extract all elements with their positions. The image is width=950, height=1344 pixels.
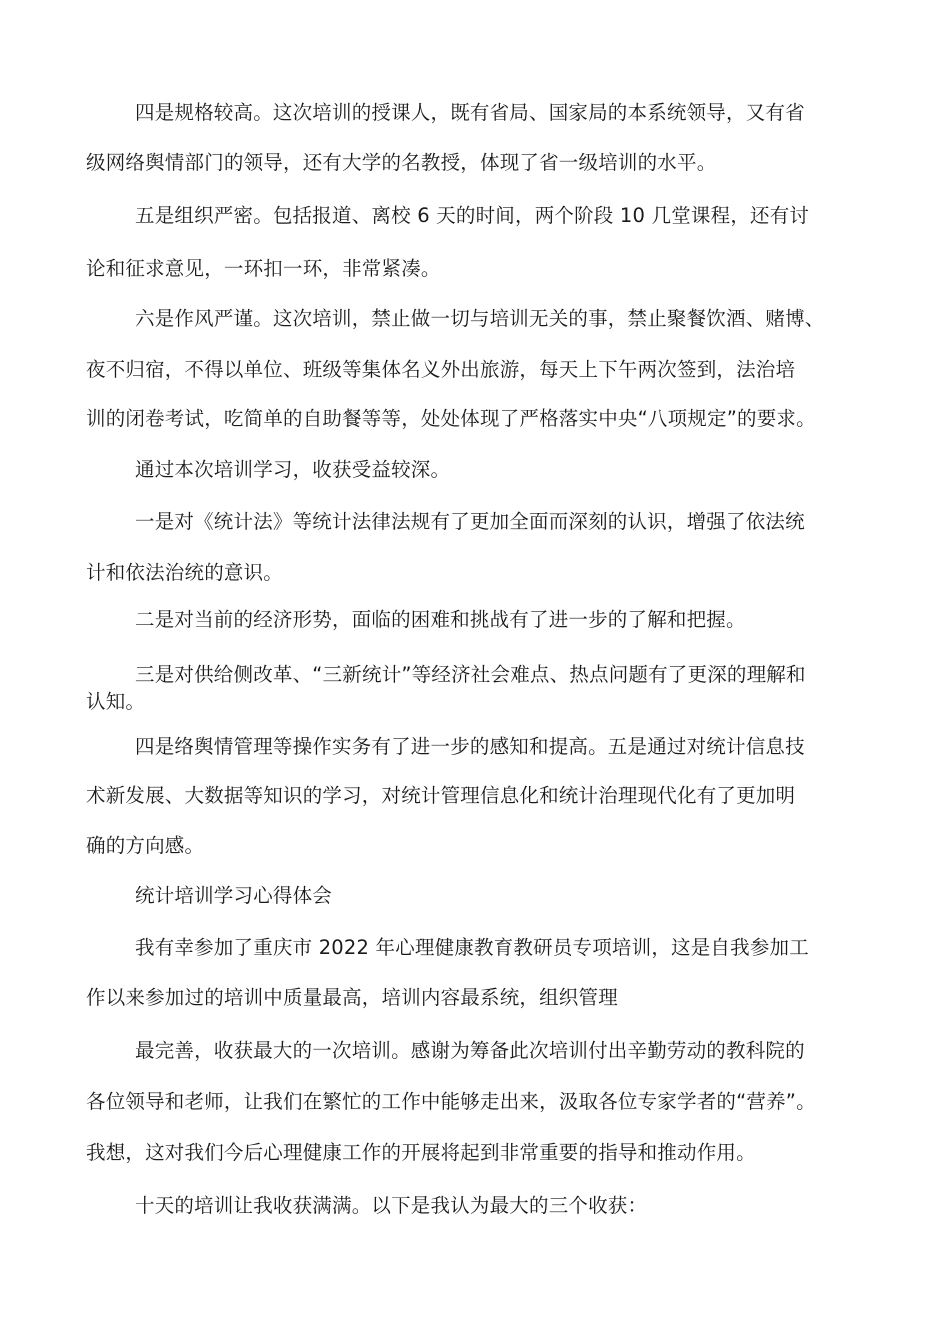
paragraph-line: 论和征求意见，一环扣一环，非常紧凑。 — [86, 257, 441, 280]
paragraph-line: 计和依法治统的意识。 — [86, 561, 284, 584]
paragraph-line: 六是作风严谨。这次培训，禁止做一切与培训无关的事，禁止聚餐饮酒、赌博、 — [135, 307, 825, 330]
paragraph-line: 一是对《统计法》等统计法律法规有了更加全面而深刻的认识，增强了依法统 — [135, 510, 805, 533]
paragraph-line: 训的闭卷考试，吃简单的自助餐等等，处处体现了严格落实中央“八项规定”的要求。 — [86, 407, 816, 430]
paragraph-line: 术新发展、大数据等知识的学习，对统计管理信息化和统计治理现代化有了更加明 — [86, 784, 796, 807]
paragraph-line: 五是组织严密。包括报道、离校 6 天的时间，两个阶段 10 几堂课程，还有讨 — [135, 204, 810, 227]
paragraph-line: 十天的培训让我收获满满。以下是我认为最大的三个收获： — [135, 1194, 648, 1217]
paragraph-line: 确的方向感。 — [86, 834, 205, 857]
paragraph-line: 我有幸参加了重庆市 2022 年心理健康教育教研员专项培训，这是自我参加工 — [135, 936, 809, 959]
paragraph-line: 二是对当前的经济形势，面临的困难和挑战有了进一步的了解和把握。 — [135, 608, 746, 631]
paragraph-line: 四是规格较高。这次培训的授课人，既有省局、国家局的本系统领导，又有省 — [135, 101, 805, 124]
paragraph-line: 夜不归宿，不得以单位、班级等集体名义外出旅游，每天上下午两次签到，法治培 — [86, 358, 796, 381]
section-heading: 统计培训学习心得体会 — [135, 884, 333, 907]
paragraph-line: 四是络舆情管理等操作实务有了进一步的感知和提高。五是通过对统计信息技 — [135, 735, 805, 758]
paragraph-line: 三是对供给侧改革、“三新统计”等经济社会难点、热点问题有了更深的理解和 — [135, 663, 806, 686]
paragraph-line: 级网络舆情部门的领导，还有大学的名教授，体现了省一级培训的水平。 — [86, 151, 717, 174]
paragraph-line: 我想，这对我们今后心理健康工作的开展将起到非常重要的指导和推动作用。 — [86, 1141, 756, 1164]
paragraph-line: 作以来参加过的培训中质量最高，培训内容最系统，组织管理 — [86, 986, 618, 1009]
paragraph-line: 通过本次培训学习，收获受益较深。 — [135, 458, 451, 481]
paragraph-line: 最完善，收获最大的一次培训。感谢为筹备此次培训付出辛勤劳动的教科院的 — [135, 1039, 805, 1062]
paragraph-line: 认知。 — [86, 690, 146, 713]
paragraph-line: 各位领导和老师，让我们在繁忙的工作中能够走出来，汲取各位专家学者的“营养”。 — [86, 1090, 816, 1113]
